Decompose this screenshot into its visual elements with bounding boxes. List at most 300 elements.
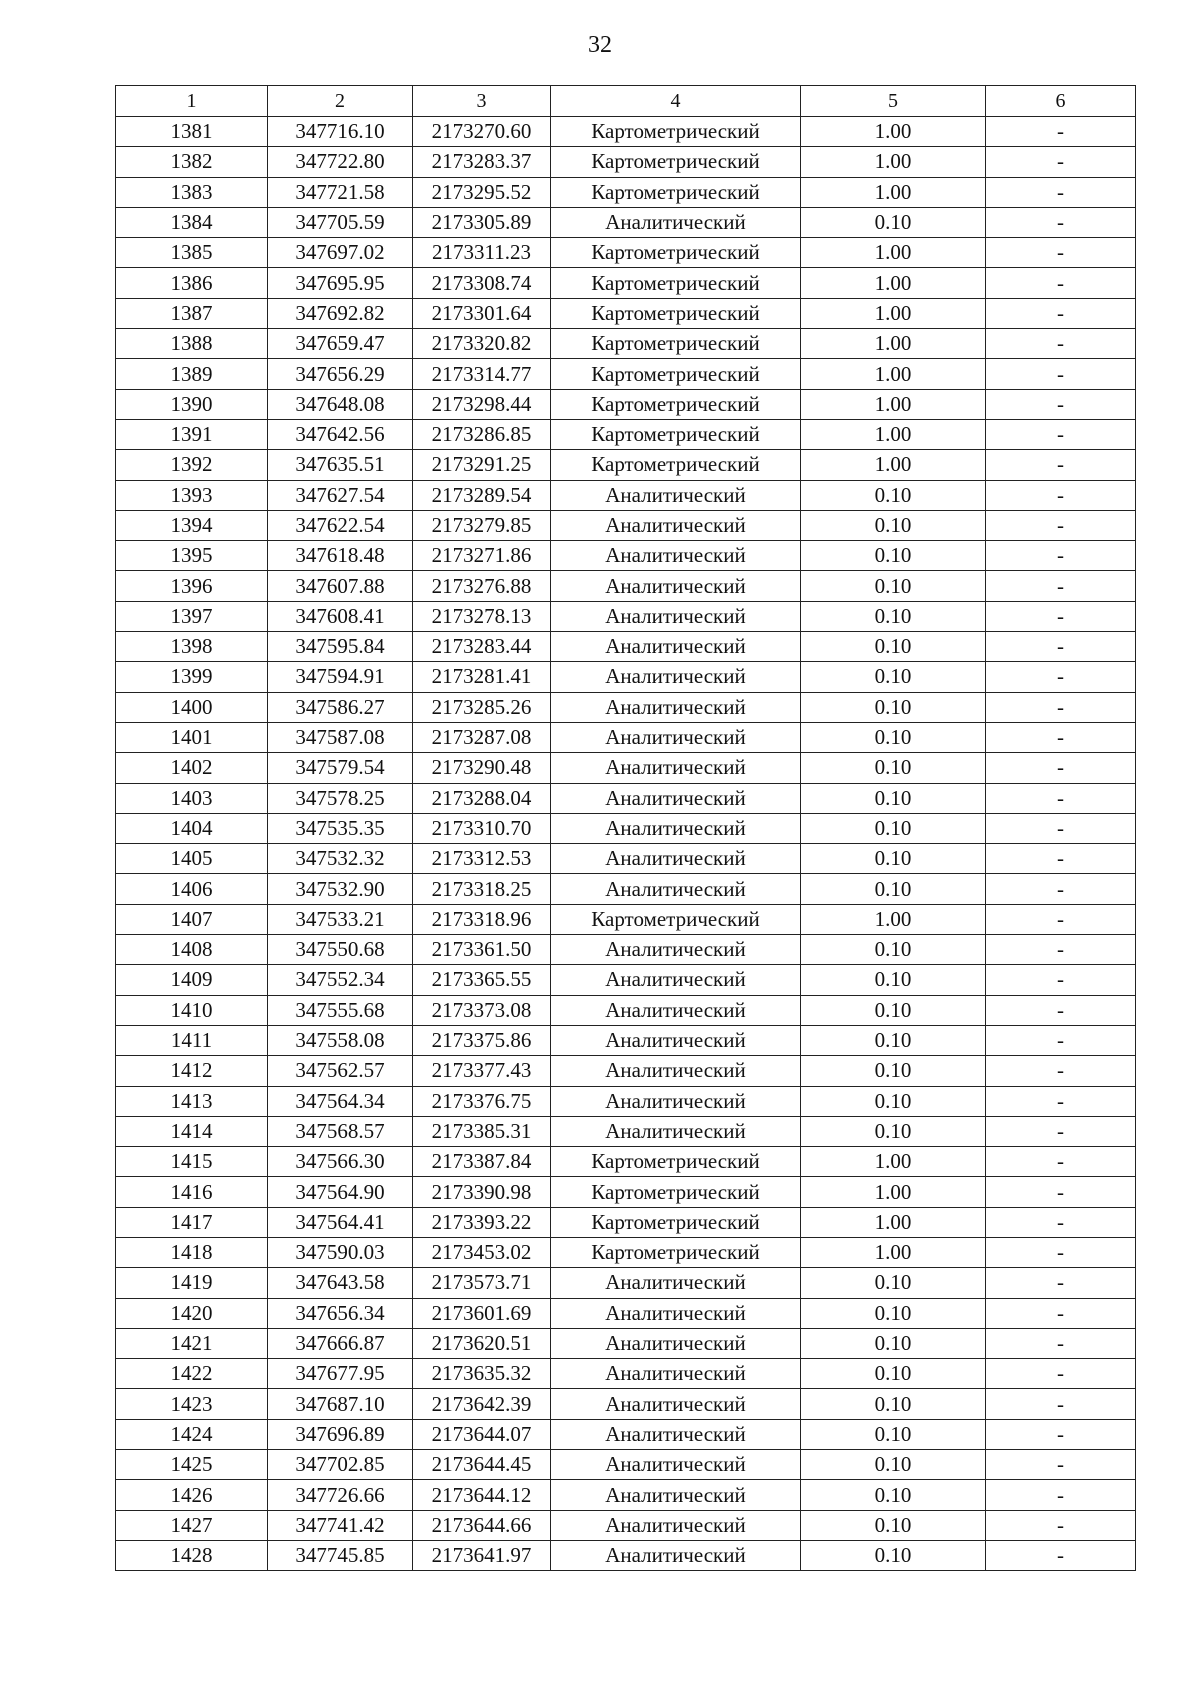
cell-method: Картометрический <box>551 147 801 177</box>
cell-note: - <box>986 541 1136 571</box>
cell-coord-y: 2173376.75 <box>413 1086 551 1116</box>
table-row <box>116 541 1136 571</box>
table-row <box>116 753 1136 783</box>
table-row <box>116 510 1136 540</box>
table-row <box>116 1207 1136 1237</box>
cell-method: Аналитический <box>551 601 801 631</box>
cell-method: Картометрический <box>551 1147 801 1177</box>
cell-method: Аналитический <box>551 844 801 874</box>
cell-point-number: 1416 <box>116 1177 268 1207</box>
cell-method: Аналитический <box>551 1298 801 1328</box>
table-row <box>116 1480 1136 1510</box>
cell-accuracy: 1.00 <box>801 147 986 177</box>
cell-accuracy: 0.10 <box>801 1116 986 1146</box>
cell-coord-y: 2173453.02 <box>413 1237 551 1267</box>
cell-note: - <box>986 1268 1136 1298</box>
cell-coord-x: 347697.02 <box>268 238 413 268</box>
cell-method: Аналитический <box>551 571 801 601</box>
cell-note: - <box>986 359 1136 389</box>
cell-point-number: 1419 <box>116 1268 268 1298</box>
cell-note: - <box>986 1056 1136 1086</box>
cell-coord-y: 2173573.71 <box>413 1268 551 1298</box>
cell-coord-y: 2173291.25 <box>413 450 551 480</box>
cell-point-number: 1390 <box>116 389 268 419</box>
cell-point-number: 1384 <box>116 207 268 237</box>
cell-coord-x: 347666.87 <box>268 1328 413 1358</box>
cell-coord-y: 2173311.23 <box>413 238 551 268</box>
cell-method: Картометрический <box>551 389 801 419</box>
cell-accuracy: 0.10 <box>801 1056 986 1086</box>
cell-coord-x: 347622.54 <box>268 510 413 540</box>
cell-point-number: 1422 <box>116 1359 268 1389</box>
cell-point-number: 1406 <box>116 874 268 904</box>
cell-coord-x: 347558.08 <box>268 1025 413 1055</box>
cell-coord-y: 2173635.32 <box>413 1359 551 1389</box>
table-row <box>116 1328 1136 1358</box>
cell-coord-x: 347721.58 <box>268 177 413 207</box>
cell-accuracy: 0.10 <box>801 1480 986 1510</box>
cell-coord-x: 347535.35 <box>268 813 413 843</box>
cell-method: Аналитический <box>551 1480 801 1510</box>
cell-coord-y: 2173644.66 <box>413 1510 551 1540</box>
cell-coord-y: 2173373.08 <box>413 995 551 1025</box>
table-row <box>116 1268 1136 1298</box>
cell-point-number: 1415 <box>116 1147 268 1177</box>
cell-note: - <box>986 177 1136 207</box>
cell-accuracy: 1.00 <box>801 117 986 147</box>
table-row <box>116 662 1136 692</box>
cell-coord-x: 347552.34 <box>268 965 413 995</box>
table-body <box>116 117 1136 1571</box>
cell-coord-y: 2173290.48 <box>413 753 551 783</box>
cell-coord-x: 347608.41 <box>268 601 413 631</box>
cell-coord-y: 2173318.96 <box>413 904 551 934</box>
cell-method: Аналитический <box>551 662 801 692</box>
cell-point-number: 1428 <box>116 1540 268 1570</box>
cell-accuracy: 0.10 <box>801 632 986 662</box>
cell-note: - <box>986 450 1136 480</box>
cell-point-number: 1386 <box>116 268 268 298</box>
cell-point-number: 1424 <box>116 1419 268 1449</box>
cell-method: Картометрический <box>551 177 801 207</box>
cell-method: Аналитический <box>551 995 801 1025</box>
cell-coord-y: 2173301.64 <box>413 298 551 328</box>
cell-method: Аналитический <box>551 1056 801 1086</box>
cell-point-number: 1396 <box>116 571 268 601</box>
cell-note: - <box>986 662 1136 692</box>
cell-coord-x: 347659.47 <box>268 329 413 359</box>
cell-coord-y: 2173270.60 <box>413 117 551 147</box>
cell-point-number: 1394 <box>116 510 268 540</box>
cell-point-number: 1387 <box>116 298 268 328</box>
cell-point-number: 1413 <box>116 1086 268 1116</box>
cell-coord-y: 2173365.55 <box>413 965 551 995</box>
cell-note: - <box>986 1147 1136 1177</box>
cell-note: - <box>986 389 1136 419</box>
cell-coord-x: 347745.85 <box>268 1540 413 1570</box>
table-row <box>116 1419 1136 1449</box>
page-number: 32 <box>588 32 612 58</box>
cell-note: - <box>986 1328 1136 1358</box>
cell-coord-y: 2173642.39 <box>413 1389 551 1419</box>
cell-accuracy: 0.10 <box>801 783 986 813</box>
cell-accuracy: 0.10 <box>801 541 986 571</box>
cell-accuracy: 1.00 <box>801 1147 986 1177</box>
cell-accuracy: 0.10 <box>801 510 986 540</box>
header-col-2: 2 <box>268 86 413 117</box>
cell-note: - <box>986 995 1136 1025</box>
cell-coord-y: 2173312.53 <box>413 844 551 874</box>
cell-coord-x: 347594.91 <box>268 662 413 692</box>
cell-point-number: 1409 <box>116 965 268 995</box>
cell-method: Аналитический <box>551 632 801 662</box>
cell-coord-y: 2173377.43 <box>413 1056 551 1086</box>
cell-accuracy: 0.10 <box>801 207 986 237</box>
cell-accuracy: 1.00 <box>801 904 986 934</box>
cell-note: - <box>986 692 1136 722</box>
cell-method: Аналитический <box>551 1419 801 1449</box>
cell-accuracy: 0.10 <box>801 844 986 874</box>
cell-note: - <box>986 329 1136 359</box>
table-row <box>116 904 1136 934</box>
cell-coord-y: 2173295.52 <box>413 177 551 207</box>
cell-note: - <box>986 419 1136 449</box>
cell-coord-x: 347618.48 <box>268 541 413 571</box>
cell-note: - <box>986 1207 1136 1237</box>
cell-coord-x: 347564.41 <box>268 1207 413 1237</box>
cell-method: Аналитический <box>551 1389 801 1419</box>
cell-coord-y: 2173641.97 <box>413 1540 551 1570</box>
cell-coord-x: 347590.03 <box>268 1237 413 1267</box>
cell-coord-x: 347578.25 <box>268 783 413 813</box>
cell-method: Аналитический <box>551 1268 801 1298</box>
cell-coord-y: 2173305.89 <box>413 207 551 237</box>
table-row <box>116 783 1136 813</box>
cell-point-number: 1407 <box>116 904 268 934</box>
cell-accuracy: 1.00 <box>801 419 986 449</box>
cell-note: - <box>986 1540 1136 1570</box>
cell-note: - <box>986 1298 1136 1328</box>
cell-coord-y: 2173314.77 <box>413 359 551 389</box>
table-row <box>116 1510 1136 1540</box>
table-row <box>116 329 1136 359</box>
cell-note: - <box>986 722 1136 752</box>
cell-coord-x: 347566.30 <box>268 1147 413 1177</box>
table-row <box>116 1359 1136 1389</box>
table-row <box>116 1086 1136 1116</box>
cell-coord-y: 2173288.04 <box>413 783 551 813</box>
cell-note: - <box>986 1480 1136 1510</box>
cell-note: - <box>986 753 1136 783</box>
cell-coord-x: 347722.80 <box>268 147 413 177</box>
cell-method: Картометрический <box>551 1207 801 1237</box>
cell-coord-x: 347726.66 <box>268 1480 413 1510</box>
table-row <box>116 571 1136 601</box>
cell-method: Аналитический <box>551 935 801 965</box>
cell-method: Аналитический <box>551 1359 801 1389</box>
cell-coord-y: 2173279.85 <box>413 510 551 540</box>
table-header-row <box>116 86 1136 117</box>
cell-method: Картометрический <box>551 1177 801 1207</box>
cell-coord-y: 2173283.44 <box>413 632 551 662</box>
table-row <box>116 419 1136 449</box>
cell-coord-y: 2173310.70 <box>413 813 551 843</box>
cell-coord-x: 347656.34 <box>268 1298 413 1328</box>
cell-coord-y: 2173278.13 <box>413 601 551 631</box>
cell-method: Картометрический <box>551 268 801 298</box>
table-row <box>116 1116 1136 1146</box>
cell-coord-y: 2173320.82 <box>413 329 551 359</box>
cell-point-number: 1388 <box>116 329 268 359</box>
cell-coord-x: 347627.54 <box>268 480 413 510</box>
table-row <box>116 965 1136 995</box>
cell-method: Картометрический <box>551 359 801 389</box>
cell-method: Картометрический <box>551 1237 801 1267</box>
cell-coord-y: 2173276.88 <box>413 571 551 601</box>
cell-method: Аналитический <box>551 813 801 843</box>
cell-method: Аналитический <box>551 480 801 510</box>
cell-method: Аналитический <box>551 1086 801 1116</box>
header-col-1: 1 <box>116 86 268 117</box>
table-row <box>116 1056 1136 1086</box>
cell-note: - <box>986 1116 1136 1146</box>
cell-coord-x: 347635.51 <box>268 450 413 480</box>
cell-point-number: 1393 <box>116 480 268 510</box>
cell-method: Аналитический <box>551 1510 801 1540</box>
cell-method: Картометрический <box>551 450 801 480</box>
cell-coord-x: 347564.90 <box>268 1177 413 1207</box>
cell-note: - <box>986 207 1136 237</box>
cell-coord-y: 2173375.86 <box>413 1025 551 1055</box>
cell-note: - <box>986 1237 1136 1267</box>
cell-point-number: 1410 <box>116 995 268 1025</box>
cell-method: Аналитический <box>551 1116 801 1146</box>
cell-coord-x: 347696.89 <box>268 1419 413 1449</box>
cell-point-number: 1427 <box>116 1510 268 1540</box>
cell-coord-x: 347656.29 <box>268 359 413 389</box>
cell-accuracy: 0.10 <box>801 692 986 722</box>
cell-method: Картометрический <box>551 419 801 449</box>
cell-method: Картометрический <box>551 904 801 934</box>
cell-coord-x: 347648.08 <box>268 389 413 419</box>
cell-accuracy: 0.10 <box>801 601 986 631</box>
cell-note: - <box>986 1177 1136 1207</box>
cell-coord-x: 347702.85 <box>268 1450 413 1480</box>
cell-coord-x: 347587.08 <box>268 722 413 752</box>
cell-note: - <box>986 571 1136 601</box>
cell-accuracy: 0.10 <box>801 1419 986 1449</box>
cell-accuracy: 0.10 <box>801 1298 986 1328</box>
cell-coord-x: 347607.88 <box>268 571 413 601</box>
table-row <box>116 1450 1136 1480</box>
cell-point-number: 1425 <box>116 1450 268 1480</box>
table-row <box>116 1298 1136 1328</box>
table-row <box>116 813 1136 843</box>
cell-coord-y: 2173308.74 <box>413 268 551 298</box>
cell-coord-x: 347532.32 <box>268 844 413 874</box>
cell-accuracy: 0.10 <box>801 1025 986 1055</box>
cell-point-number: 1391 <box>116 419 268 449</box>
cell-note: - <box>986 1389 1136 1419</box>
cell-coord-y: 2173644.45 <box>413 1450 551 1480</box>
cell-point-number: 1414 <box>116 1116 268 1146</box>
header-col-6: 6 <box>986 86 1136 117</box>
table-row <box>116 874 1136 904</box>
table-row <box>116 1237 1136 1267</box>
table-row <box>116 692 1136 722</box>
cell-coord-y: 2173601.69 <box>413 1298 551 1328</box>
cell-coord-y: 2173361.50 <box>413 935 551 965</box>
header-col-5: 5 <box>801 86 986 117</box>
cell-accuracy: 1.00 <box>801 298 986 328</box>
cell-note: - <box>986 1450 1136 1480</box>
table-row <box>116 601 1136 631</box>
cell-point-number: 1404 <box>116 813 268 843</box>
table-row <box>116 844 1136 874</box>
cell-accuracy: 0.10 <box>801 935 986 965</box>
cell-method: Аналитический <box>551 510 801 540</box>
cell-coord-y: 2173281.41 <box>413 662 551 692</box>
cell-note: - <box>986 298 1136 328</box>
cell-point-number: 1412 <box>116 1056 268 1086</box>
header-col-4: 4 <box>551 86 801 117</box>
cell-coord-x: 347695.95 <box>268 268 413 298</box>
cell-coord-y: 2173385.31 <box>413 1116 551 1146</box>
cell-note: - <box>986 1359 1136 1389</box>
cell-coord-y: 2173620.51 <box>413 1328 551 1358</box>
cell-accuracy: 0.10 <box>801 1510 986 1540</box>
cell-coord-x: 347562.57 <box>268 1056 413 1086</box>
cell-accuracy: 0.10 <box>801 813 986 843</box>
table-row <box>116 632 1136 662</box>
cell-method: Аналитический <box>551 874 801 904</box>
cell-coord-x: 347555.68 <box>268 995 413 1025</box>
cell-coord-x: 347595.84 <box>268 632 413 662</box>
table-row <box>116 450 1136 480</box>
cell-note: - <box>986 874 1136 904</box>
cell-coord-x: 347550.68 <box>268 935 413 965</box>
table-row <box>116 298 1136 328</box>
cell-accuracy: 1.00 <box>801 329 986 359</box>
table-row <box>116 1389 1136 1419</box>
cell-coord-x: 347692.82 <box>268 298 413 328</box>
cell-coord-y: 2173390.98 <box>413 1177 551 1207</box>
cell-accuracy: 0.10 <box>801 874 986 904</box>
cell-method: Аналитический <box>551 965 801 995</box>
coordinates-table <box>115 85 1136 1571</box>
cell-accuracy: 1.00 <box>801 1237 986 1267</box>
cell-point-number: 1383 <box>116 177 268 207</box>
table-row <box>116 117 1136 147</box>
table-row <box>116 147 1136 177</box>
cell-method: Аналитический <box>551 1450 801 1480</box>
cell-coord-y: 2173283.37 <box>413 147 551 177</box>
cell-coord-x: 347532.90 <box>268 874 413 904</box>
cell-note: - <box>986 813 1136 843</box>
cell-point-number: 1411 <box>116 1025 268 1055</box>
cell-accuracy: 0.10 <box>801 722 986 752</box>
cell-method: Аналитический <box>551 1025 801 1055</box>
cell-coord-x: 347579.54 <box>268 753 413 783</box>
cell-point-number: 1389 <box>116 359 268 389</box>
cell-point-number: 1408 <box>116 935 268 965</box>
table-row <box>116 177 1136 207</box>
table-row <box>116 389 1136 419</box>
cell-point-number: 1417 <box>116 1207 268 1237</box>
cell-accuracy: 1.00 <box>801 450 986 480</box>
table-row <box>116 1025 1136 1055</box>
cell-point-number: 1423 <box>116 1389 268 1419</box>
cell-method: Аналитический <box>551 722 801 752</box>
cell-coord-y: 2173287.08 <box>413 722 551 752</box>
cell-accuracy: 1.00 <box>801 268 986 298</box>
cell-point-number: 1385 <box>116 238 268 268</box>
cell-note: - <box>986 238 1136 268</box>
cell-coord-x: 347705.59 <box>268 207 413 237</box>
cell-method: Аналитический <box>551 692 801 722</box>
cell-note: - <box>986 1025 1136 1055</box>
cell-coord-y: 2173387.84 <box>413 1147 551 1177</box>
cell-coord-y: 2173286.85 <box>413 419 551 449</box>
cell-note: - <box>986 147 1136 177</box>
table-row <box>116 359 1136 389</box>
cell-point-number: 1401 <box>116 722 268 752</box>
cell-point-number: 1399 <box>116 662 268 692</box>
cell-point-number: 1421 <box>116 1328 268 1358</box>
cell-note: - <box>986 904 1136 934</box>
cell-note: - <box>986 783 1136 813</box>
cell-method: Картометрический <box>551 329 801 359</box>
cell-method: Аналитический <box>551 207 801 237</box>
table-row <box>116 238 1136 268</box>
cell-accuracy: 0.10 <box>801 571 986 601</box>
cell-point-number: 1395 <box>116 541 268 571</box>
cell-point-number: 1420 <box>116 1298 268 1328</box>
cell-coord-x: 347533.21 <box>268 904 413 934</box>
cell-accuracy: 0.10 <box>801 1450 986 1480</box>
cell-note: - <box>986 601 1136 631</box>
cell-note: - <box>986 844 1136 874</box>
cell-method: Аналитический <box>551 783 801 813</box>
cell-method: Аналитический <box>551 1328 801 1358</box>
table-row <box>116 268 1136 298</box>
cell-note: - <box>986 935 1136 965</box>
table-row <box>116 207 1136 237</box>
cell-note: - <box>986 1419 1136 1449</box>
cell-accuracy: 1.00 <box>801 359 986 389</box>
cell-coord-x: 347741.42 <box>268 1510 413 1540</box>
cell-point-number: 1381 <box>116 117 268 147</box>
cell-coord-y: 2173644.12 <box>413 1480 551 1510</box>
cell-note: - <box>986 965 1136 995</box>
cell-point-number: 1400 <box>116 692 268 722</box>
cell-accuracy: 0.10 <box>801 753 986 783</box>
cell-method: Картометрический <box>551 117 801 147</box>
cell-point-number: 1398 <box>116 632 268 662</box>
cell-method: Аналитический <box>551 753 801 783</box>
cell-coord-y: 2173289.54 <box>413 480 551 510</box>
cell-accuracy: 0.10 <box>801 1389 986 1419</box>
cell-point-number: 1397 <box>116 601 268 631</box>
table-row <box>116 935 1136 965</box>
cell-point-number: 1402 <box>116 753 268 783</box>
cell-point-number: 1418 <box>116 1237 268 1267</box>
cell-coord-y: 2173393.22 <box>413 1207 551 1237</box>
cell-coord-y: 2173644.07 <box>413 1419 551 1449</box>
cell-coord-y: 2173285.26 <box>413 692 551 722</box>
cell-accuracy: 1.00 <box>801 1177 986 1207</box>
table-row <box>116 1540 1136 1570</box>
